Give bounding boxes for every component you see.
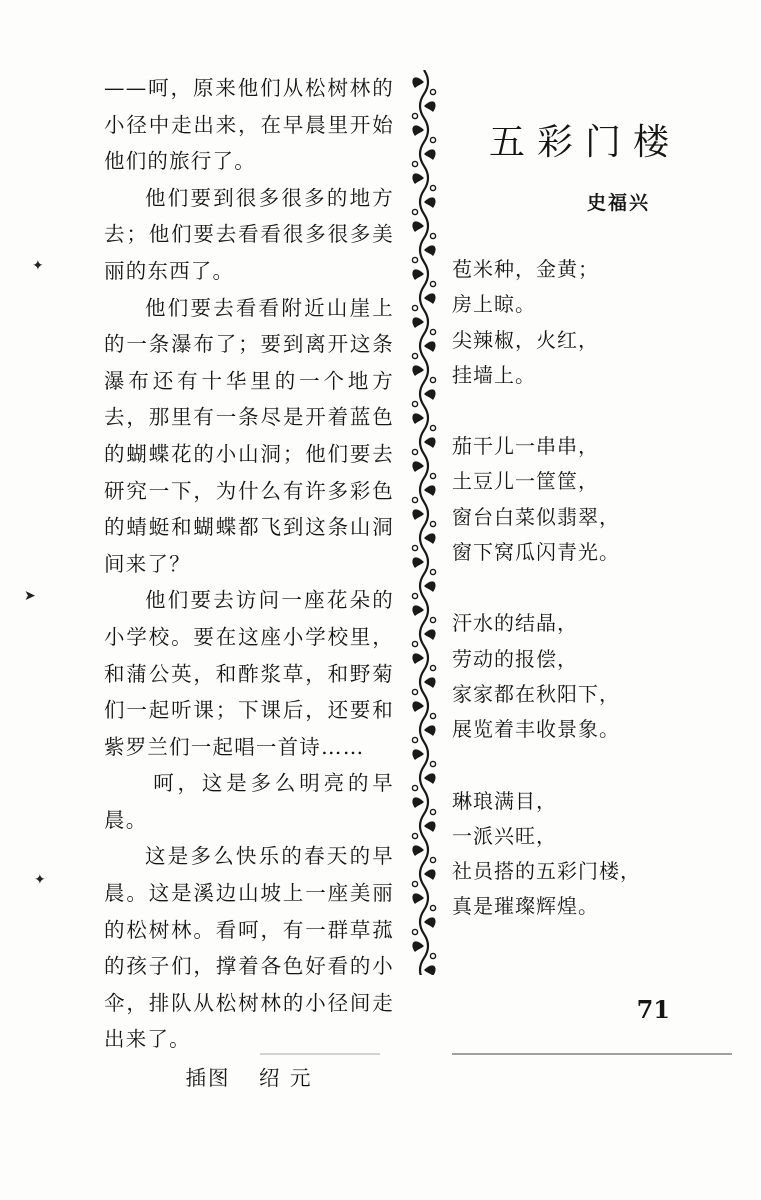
vine-leaf (424, 245, 436, 256)
poem-line: 展览着丰收景象。 (452, 717, 620, 742)
poem-stanza (452, 429, 692, 570)
prose-paragraph: 他们要去看看附近山崖上的一条瀑布了；要到离开这条瀑布还有十华里的一个地方去，那里有一条尽是开着蓝色的蝴蝶花的小山洞；他们要去研究一下，为什么有许多彩色的蜻蜓和蝴蝶都飞到这条山洞间来了？ (104, 295, 394, 576)
poem-body (452, 252, 692, 961)
scan-speck: ✦ (32, 258, 44, 274)
vine-tendril (430, 329, 435, 334)
vine-leaf (424, 917, 436, 928)
vine-tendril (430, 569, 435, 574)
vine-leaf (424, 869, 436, 880)
scan-speck: ➤ (24, 588, 36, 604)
vine-tendril (430, 425, 435, 430)
vine-tendril (412, 449, 417, 454)
vine-leaf (412, 653, 424, 664)
credit-name: 绍 元 (259, 1066, 313, 1091)
prose-paragraph: 这是多么快乐的春天的早晨。这是溪边山坡上一座美丽的松树林。看呵，有一群草菰的孩子们，撑着各色好看的小伞，排队从松树林的小径间走出来了。 (104, 844, 394, 1052)
vine-tendril (412, 689, 417, 694)
vine-tendril (430, 89, 435, 94)
vine-tendril (430, 953, 435, 958)
vine-leaf (424, 965, 436, 975)
vine-leaf (412, 461, 424, 472)
vine-leaf (412, 845, 424, 856)
vine-tendril (430, 473, 435, 478)
vine-tendril (430, 761, 435, 766)
vine-tendril (430, 377, 435, 382)
vine-stem (420, 70, 428, 975)
scan-speck: ✦ (34, 872, 46, 888)
scan-line-artifact (260, 1053, 380, 1055)
vine-leaf (424, 389, 436, 400)
vine-tendril (412, 209, 417, 214)
prose-paragraph: 呵，这是多么明亮的早晨。 (104, 771, 394, 832)
vine-leaf (412, 701, 424, 712)
vine-leaf (424, 533, 436, 544)
vine-tendril (430, 233, 435, 238)
poem-line: 尖辣椒，火红， (452, 327, 599, 352)
vine-tendril (412, 113, 417, 118)
poem-stanza (452, 606, 692, 747)
vine-tendril (412, 161, 417, 166)
vine-leaf (412, 269, 424, 280)
vine-leaf (424, 197, 436, 208)
vine-tendril (430, 185, 435, 190)
vine-tendril (412, 401, 417, 406)
vine-tendril (430, 617, 435, 622)
vine-tendril (412, 545, 417, 550)
vine-leaf (412, 941, 424, 952)
poem-line: 挂墙上。 (452, 362, 536, 387)
vine-divider-ornament (408, 70, 440, 975)
vine-leaf (424, 821, 436, 832)
vine-leaf (412, 749, 424, 760)
poem-stanza (452, 784, 692, 925)
prose-paragraph: ——呵，原来他们从松树林的小径中走出来，在早晨里开始他们的旅行了。 (104, 76, 394, 174)
vine-tendril (412, 353, 417, 358)
vine-leaf (412, 221, 424, 232)
vine-tendril (412, 257, 417, 262)
vine-leaf (412, 173, 424, 184)
vine-leaf (424, 341, 436, 352)
poem-line: 窗下窝瓜闪青光。 (452, 540, 620, 565)
vine-tendril (430, 137, 435, 142)
vine-tendril (412, 593, 417, 598)
vine-leaf (412, 413, 424, 424)
vine-tendril (412, 497, 417, 502)
poem-line: 劳动的报偿， (452, 646, 578, 671)
vine-leaf (424, 437, 436, 448)
vine-tendril (430, 713, 435, 718)
vine-leaf (412, 797, 424, 808)
vine-leaf (424, 773, 436, 784)
poem-line: 真是璀璨辉煌。 (452, 894, 599, 919)
vine-leaf (424, 725, 436, 736)
vine-tendril (430, 905, 435, 910)
vine-tendril (430, 665, 435, 670)
poem-line: 房上晾。 (452, 292, 536, 317)
poem-title: 五彩门楼 (488, 122, 681, 163)
vine-leaf (424, 581, 436, 592)
vine-tendril (412, 305, 417, 310)
vine-tendril (430, 281, 435, 286)
vine-tendril (412, 785, 417, 790)
vine-tendril (412, 641, 417, 646)
vine-leaf (412, 893, 424, 904)
vine-leaf (412, 605, 424, 616)
vine-leaf (412, 317, 424, 328)
poem-stanza (452, 252, 692, 393)
credit-label: 插图 (185, 1066, 231, 1091)
poem-line: 茄干儿一串串， (452, 434, 599, 459)
vine-tendril (430, 809, 435, 814)
poem-line: 汗水的结晶， (452, 611, 578, 636)
scan-line-artifact (452, 1053, 732, 1055)
vine-leaf (412, 509, 424, 520)
poem-line: 琳琅满目， (452, 788, 557, 813)
vine-tendril (412, 833, 417, 838)
poem-line: 社员搭的五彩门楼， (452, 859, 641, 884)
prose-paragraph: 他们要到很多很多的地方去；他们要去看看很多很多美丽的东西了。 (104, 185, 394, 283)
vine-leaf (412, 557, 424, 568)
vine-leaf (424, 485, 436, 496)
vine-leaf (412, 77, 424, 88)
prose-paragraph: 他们要去访问一座花朵的小学校。要在这座小学校里，和蒲公英，和酢浆草，和野菊们一起听课；下课后，还要和紫罗兰们一起唱一首诗…… (104, 588, 394, 759)
vine-tendril (430, 857, 435, 862)
vine-leaf (412, 365, 424, 376)
vine-leaf (424, 101, 436, 112)
poem-author: 史福兴 (586, 192, 650, 214)
vine-leaf (412, 125, 424, 136)
poem-line: 苞米种，金黄； (452, 257, 599, 281)
poem-line: 一派兴旺， (452, 823, 557, 848)
vine-tendril (430, 521, 435, 526)
vine-leaf (424, 149, 436, 160)
vine-tendril (412, 881, 417, 886)
poem-line: 窗台白菜似翡翠， (452, 504, 620, 529)
vine-leaf (424, 677, 436, 688)
vine-tendril (412, 737, 417, 742)
page-number: 71 (636, 995, 670, 1024)
vine-tendril (412, 929, 417, 934)
prose-column (104, 70, 394, 1097)
illustration-credit (104, 1060, 394, 1097)
vine-leaf (424, 293, 436, 304)
poem-line: 家家都在秋阳下， (452, 681, 620, 706)
vine-leaf (424, 629, 436, 640)
poem-line: 土豆儿一筐筐， (452, 469, 599, 494)
